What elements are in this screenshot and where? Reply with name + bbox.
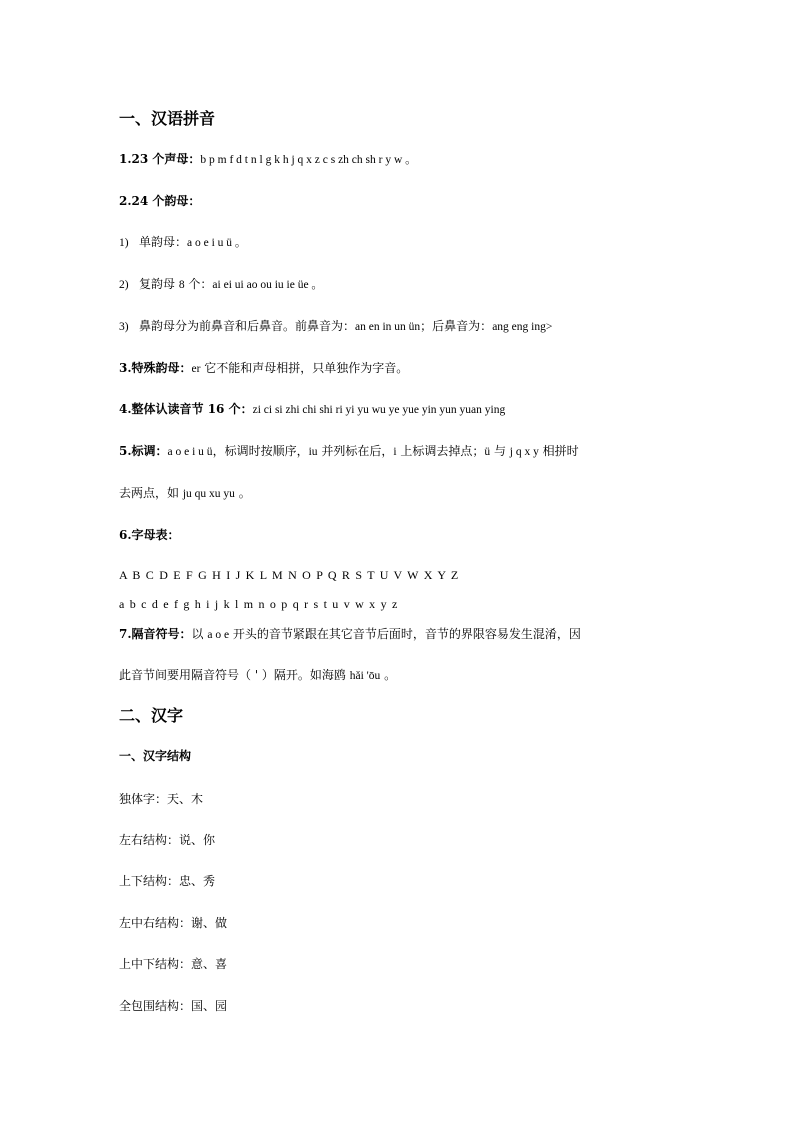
whole-syllables-label: 4.整体认读音节 16 个： bbox=[119, 402, 253, 416]
back-nasal-value: ang eng ing> bbox=[492, 321, 553, 333]
separator-line-1 bbox=[119, 626, 581, 643]
tone-text: 去两点，如 bbox=[119, 486, 183, 500]
tone-iu: iu bbox=[308, 446, 318, 458]
tone-text: 并列标在后， bbox=[317, 444, 394, 458]
structure-value: 天、木 bbox=[167, 792, 204, 806]
initials-line bbox=[119, 151, 417, 168]
subheading-text: 一、汉字结构 bbox=[119, 749, 192, 763]
structure-label: 左中右结构： bbox=[119, 916, 192, 930]
structure-label: 上下结构： bbox=[119, 874, 180, 888]
tone-label: 5.标调： bbox=[119, 444, 168, 458]
separator-aoe: a o e bbox=[207, 629, 230, 641]
list-item bbox=[119, 791, 203, 807]
structure-value: 说、你 bbox=[179, 833, 216, 847]
structure-label: 全包围结构： bbox=[119, 999, 192, 1013]
finals-line bbox=[119, 193, 200, 209]
item-number: 1) bbox=[119, 237, 129, 249]
special-finals-line bbox=[119, 360, 408, 377]
compound-finals-label-suffix: 个： bbox=[184, 277, 213, 291]
subheading-structure bbox=[119, 748, 191, 764]
tone-text: ，标调时按顺序， bbox=[212, 444, 309, 458]
item-number: 3) bbox=[119, 321, 129, 333]
compound-finals-count: 8 bbox=[178, 279, 185, 291]
structure-value: 国、园 bbox=[191, 999, 228, 1013]
special-finals-value: er bbox=[191, 363, 201, 375]
tone-line-2 bbox=[119, 485, 251, 502]
list-item bbox=[119, 873, 215, 889]
tone-text: 与 bbox=[490, 444, 510, 458]
separator-line-2 bbox=[119, 667, 396, 684]
structure-value: 忠、秀 bbox=[179, 874, 216, 888]
structure-value: 意、喜 bbox=[191, 957, 228, 971]
tone-vowels: a o e i u ü bbox=[167, 446, 213, 458]
alphabet-label: 6.字母表： bbox=[119, 528, 180, 542]
tone-text: 上标调去掉点； bbox=[396, 444, 485, 458]
nasal-finals-label: 鼻韵母分为前鼻音和后鼻音。前鼻音为： bbox=[139, 319, 356, 333]
list-item bbox=[119, 915, 227, 931]
simple-finals-line bbox=[119, 234, 246, 251]
section-heading-text: 二、汉字 bbox=[119, 706, 184, 725]
structure-label: 独体字： bbox=[119, 792, 168, 806]
alphabet-upper: A B C D E F G H I J K L M N O P Q R S T U V W X Y Z bbox=[119, 568, 460, 582]
simple-finals-label: 单韵母： bbox=[139, 235, 188, 249]
special-finals-note: 它不能和声母相拼，只单独作为字音。 bbox=[200, 361, 409, 375]
compound-finals-value: ai ei ui ao ou iu ie üe 。 bbox=[212, 279, 323, 291]
initials-value: b p m f d t n l g k h j q x z c s zh ch sh r y w 。 bbox=[200, 154, 417, 166]
list-item bbox=[119, 832, 215, 848]
tone-line-1 bbox=[119, 443, 579, 460]
separator-text: 。 bbox=[380, 668, 397, 682]
separator-label: 7.隔音符号： bbox=[119, 627, 192, 641]
tone-u: ü bbox=[484, 446, 491, 458]
tone-text: 相拼时 bbox=[538, 444, 579, 458]
front-nasal-value: an en in un ün bbox=[355, 321, 421, 333]
whole-syllables-line bbox=[119, 401, 505, 418]
nasal-finals-line bbox=[119, 318, 552, 335]
tone-i: i bbox=[393, 446, 397, 458]
tone-examples: ju qu xu yu bbox=[182, 488, 235, 500]
alphabet-lower: a b c d e f g h i j k l m n o p q r s t u v w x y z bbox=[119, 597, 399, 611]
separator-text: 以 bbox=[191, 627, 208, 641]
separator-example: hǎi 'ōu bbox=[349, 670, 381, 682]
simple-finals-value: a o e i u ü 。 bbox=[187, 237, 247, 249]
finals-label: 2.24 个韵母： bbox=[119, 194, 201, 208]
separator-text: 此音节间要用隔音符号（ ' ）隔开。如海鸥 bbox=[119, 668, 350, 682]
tone-jqxy: j q x y bbox=[509, 446, 539, 458]
section-heading-pinyin bbox=[119, 109, 215, 129]
item-number: 2) bbox=[119, 279, 129, 291]
structure-value: 谢、做 bbox=[191, 916, 228, 930]
list-item bbox=[119, 956, 227, 972]
initials-label: 1.23 个声母： bbox=[119, 152, 201, 166]
alphabet-line bbox=[119, 527, 180, 543]
separator-text: 开头的音节紧跟在其它音节后面时，音节的界限容易发生混淆，因 bbox=[229, 627, 581, 641]
whole-syllables-value: zi ci si zhi chi shi ri yi yu wu ye yue yin yun yuan ying bbox=[252, 404, 506, 416]
back-nasal-label: ；后鼻音为： bbox=[420, 319, 493, 333]
special-finals-label: 3.特殊韵母： bbox=[119, 361, 192, 375]
compound-finals-label: 复韵母 bbox=[139, 277, 176, 291]
list-item bbox=[119, 998, 227, 1014]
structure-label: 上中下结构： bbox=[119, 957, 192, 971]
section-heading-hanzi bbox=[119, 706, 183, 726]
structure-label: 左右结构： bbox=[119, 833, 180, 847]
section-heading-text: 一、汉语拼音 bbox=[119, 109, 216, 128]
tone-text: 。 bbox=[234, 486, 251, 500]
compound-finals-line bbox=[119, 276, 323, 293]
